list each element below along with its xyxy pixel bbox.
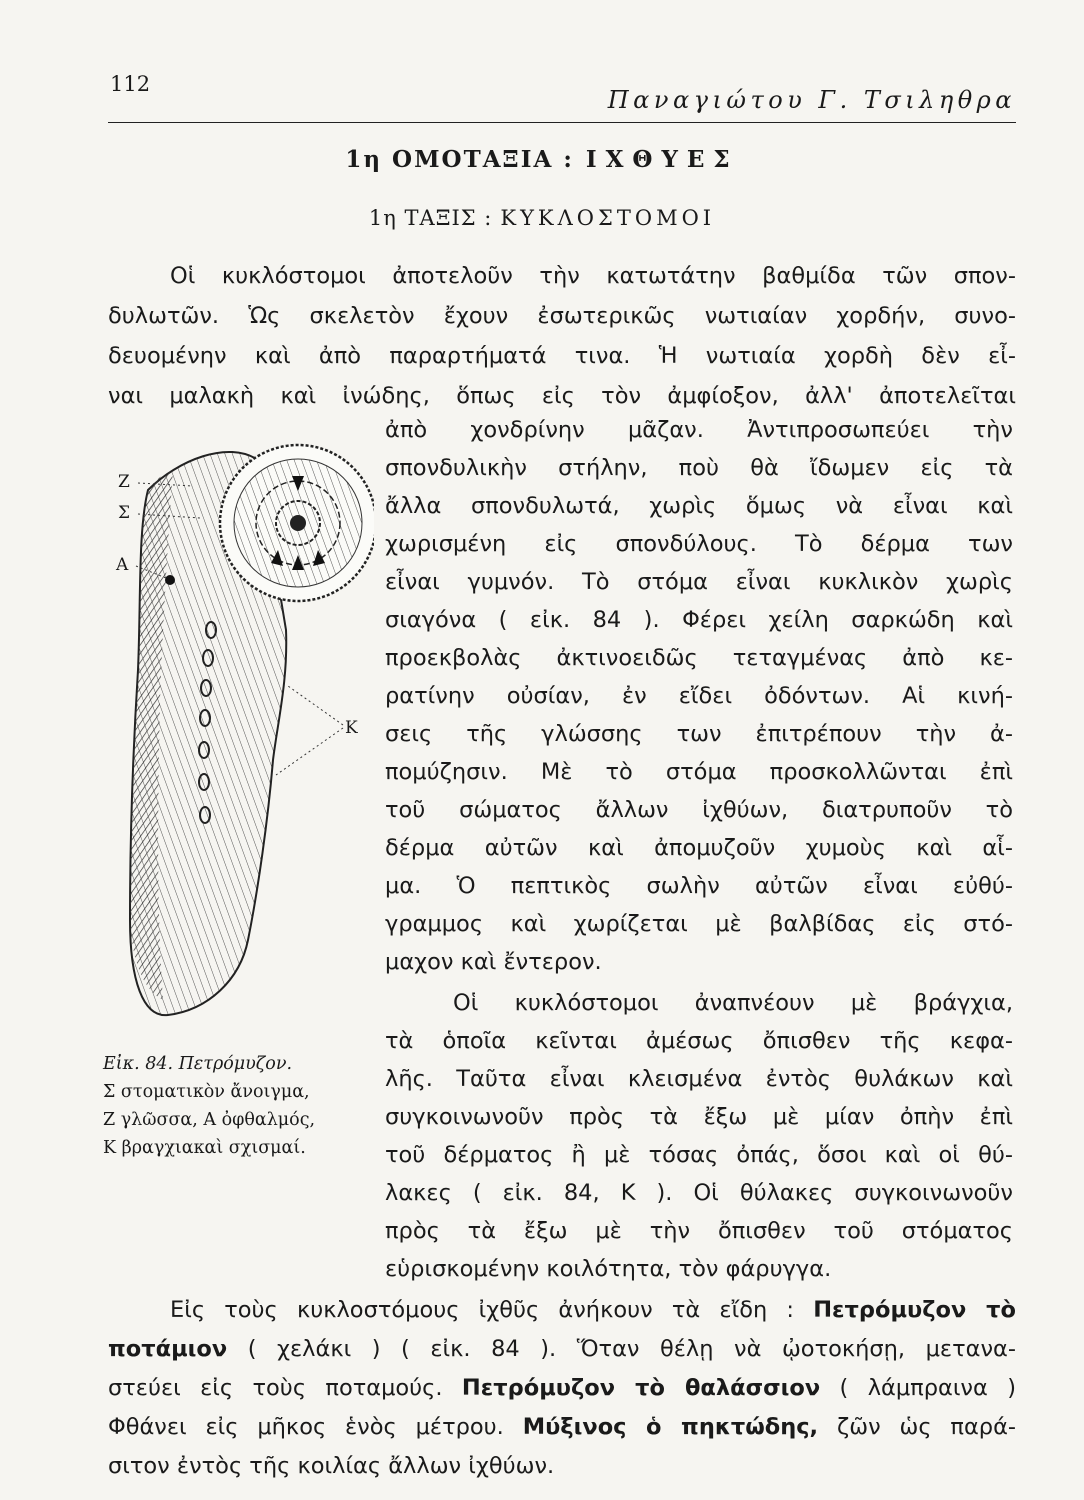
column-line: μαχον καὶ ἔντερον. [385, 949, 602, 975]
column-line: συγκοινωνοῦν πρὸς τὰ ἔξω μὲ μίαν ὀπὴν ἐπὶ [385, 1104, 1013, 1130]
species-text: ( λάμπραινα ) [839, 1375, 1016, 1401]
page-number: 112 [110, 72, 151, 96]
label-a: Α [116, 555, 129, 575]
label-z: Ζ [118, 472, 130, 492]
class-heading [0, 146, 1084, 173]
species-name: ποτάμιον [108, 1336, 228, 1362]
species-line [108, 1370, 1016, 1407]
column-line: σπονδυλικὴν στήλην, ποὺ θὰ ἴδωμεν εἰς τὰ [385, 455, 1013, 481]
column-line: τὰ ὁποῖα κεῖνται ἀμέσως ὄπισθεν τῆς κεφα- [385, 1028, 1013, 1054]
column-line: σιαγόνα ( εἰκ. 84 ). Φέρει χείλη σαρκώδη καὶ [385, 607, 1013, 633]
order-heading [0, 206, 1084, 230]
column-line: τοῦ σώματος ἄλλων ἰχθύων, διατρυποῦν τὸ [385, 797, 1013, 823]
species-line [108, 1331, 1016, 1368]
running-header: Παναγιώτου Γ. Τσιληθρα [607, 86, 1016, 114]
species-line [108, 1409, 1016, 1446]
species-name: Μύξινος ὁ πηκτώδης, [522, 1414, 819, 1440]
species-name: Πετρόμυζον τὸ [813, 1297, 1016, 1323]
column-line: πομύζησιν. Μὲ τὸ στόμα προσκολλῶνται ἐπὶ [385, 759, 1013, 785]
column-line: λακες ( εἰκ. 84, Κ ). Οἱ θύλακες συγκοινωνοῦν [385, 1180, 1013, 1206]
species-text: ζῶν ὡς παρά- [836, 1414, 1016, 1440]
column-line: πρὸς τὰ ἔξω μὲ τὴν ὄπισθεν τοῦ στόματος [385, 1218, 1013, 1244]
column-line: δέρμα αὐτῶν καὶ ἀπομυζοῦν χυμοὺς καὶ αἷ- [385, 835, 1013, 861]
eye [165, 575, 175, 585]
species-line: σιτον ἐντὸς τῆς κοιλίας ἄλλων ἰχθύων. [108, 1453, 555, 1479]
species-text: Εἰς τοὺς κυκλοστόμους ἰχθῦς ἀνήκουν τὰ εἴδη : [170, 1297, 795, 1323]
figure-caption [103, 1050, 343, 1162]
caption-title: Εἰκ. 84. Πετρόμυζον. [103, 1054, 293, 1074]
column-line: εἶναι γυμνόν. Τὸ στόμα εἶναι κυκλικὸν χωρὶς [385, 569, 1013, 595]
column-line: εὑρισκομένην κοιλότητα, τὸν φάρυγγα. [385, 1256, 832, 1282]
oral-disc [220, 445, 374, 601]
header-rule [108, 122, 1016, 123]
column-line: Οἱ κυκλόστομοι ἀναπνέουν μὲ βράγχια, [453, 990, 1013, 1016]
column-line: σεις τῆς γλώσσης των ἐπιτρέπουν τὴν ἀ- [385, 721, 1013, 747]
caption-line: Σ στοματικὸν ἄνοιγμα, [103, 1082, 310, 1102]
label-k: Κ [345, 718, 358, 738]
body-line: ναι μαλακὴ καὶ ἰνώδης, ὅπως εἰς τὸν ἀμφίοξον, ἀλλ' ἀποτελεῖται [108, 383, 1016, 409]
column-line: ρατίνην οὐσίαν, ἐν εἴδει ὀδόντων. Αἱ κινή- [385, 683, 1013, 709]
caption-line: Κ βραγχιακαὶ σχισμαί. [103, 1138, 306, 1158]
column-line: προεκβολὰς ἀκτινοειδῶς τεταγμένας ἀπὸ κε- [385, 645, 1013, 671]
column-line: γραμμος καὶ χωρίζεται μὲ βαλβίδας εἰς στό- [385, 911, 1013, 937]
species-text: Φθάνει εἰς μῆκος ἑνὸς μέτρου. [108, 1414, 504, 1440]
column-line: τοῦ δέρματος ἢ μὲ τόσας ὀπάς, ὅσοι καὶ οἱ θύ- [385, 1142, 1013, 1168]
label-s: Σ [118, 503, 131, 523]
order-name: ΚΥΚΛΟΣΤΟΜΟΙ [500, 206, 716, 230]
species-name: Πετρόμυζον τὸ θαλάσσιον [461, 1375, 821, 1401]
lamprey-illustration [108, 420, 374, 1030]
column-line: λῆς. Ταῦτα εἶναι κλεισμένα ἐντὸς θυλάκων καὶ [385, 1066, 1013, 1092]
body-line: δευομένην καὶ ἀπὸ παραρτήματά τινα. Ἡ νωτιαία χορδὴ δὲν εἶ- [108, 343, 1016, 369]
column-line: ἀπὸ χονδρίνην μᾶζαν. Ἀντιπροσωπεύει τὴν [385, 417, 1013, 443]
species-text: στεύει εἰς τοὺς ποταμούς. [108, 1375, 443, 1401]
body-line: Οἱ κυκλόστομοι ἀποτελοῦν τὴν κατωτάτην βαθμίδα τῶν σπον- [170, 263, 1016, 289]
column-line: χωρισμένη εἰς σπονδύλους. Τὸ δέρμα των [385, 531, 1013, 557]
species-text: ( χελάκι ) ( εἰκ. 84 ). Ὅταν θέλῃ νὰ ᾠοτοκήσῃ, μετανα- [247, 1336, 1016, 1362]
lamprey-figure [108, 420, 374, 1030]
column-line: ἄλλα σπονδυλωτά, χωρὶς ὅμως νὰ εἶναι καὶ [385, 493, 1013, 519]
caption-line: Ζ γλῶσσα, Α ὀφθαλμός, [103, 1110, 316, 1130]
species-line [108, 1292, 1016, 1329]
class-prefix: 1η ΟΜΟΤΑΞΙΑ : [345, 146, 574, 173]
class-name: ΙΧΘΥΕΣ [585, 146, 739, 173]
order-prefix: 1η ΤΑΞΙΣ : [368, 206, 493, 230]
column-line: μα. Ὁ πεπτικὸς σωλὴν αὐτῶν εἶναι εὐθύ- [385, 873, 1013, 899]
body-line: δυλωτῶν. Ὡς σκελετὸν ἔχουν ἐσωτερικῶς νωτιαίαν χορδήν, συνο- [108, 303, 1016, 329]
